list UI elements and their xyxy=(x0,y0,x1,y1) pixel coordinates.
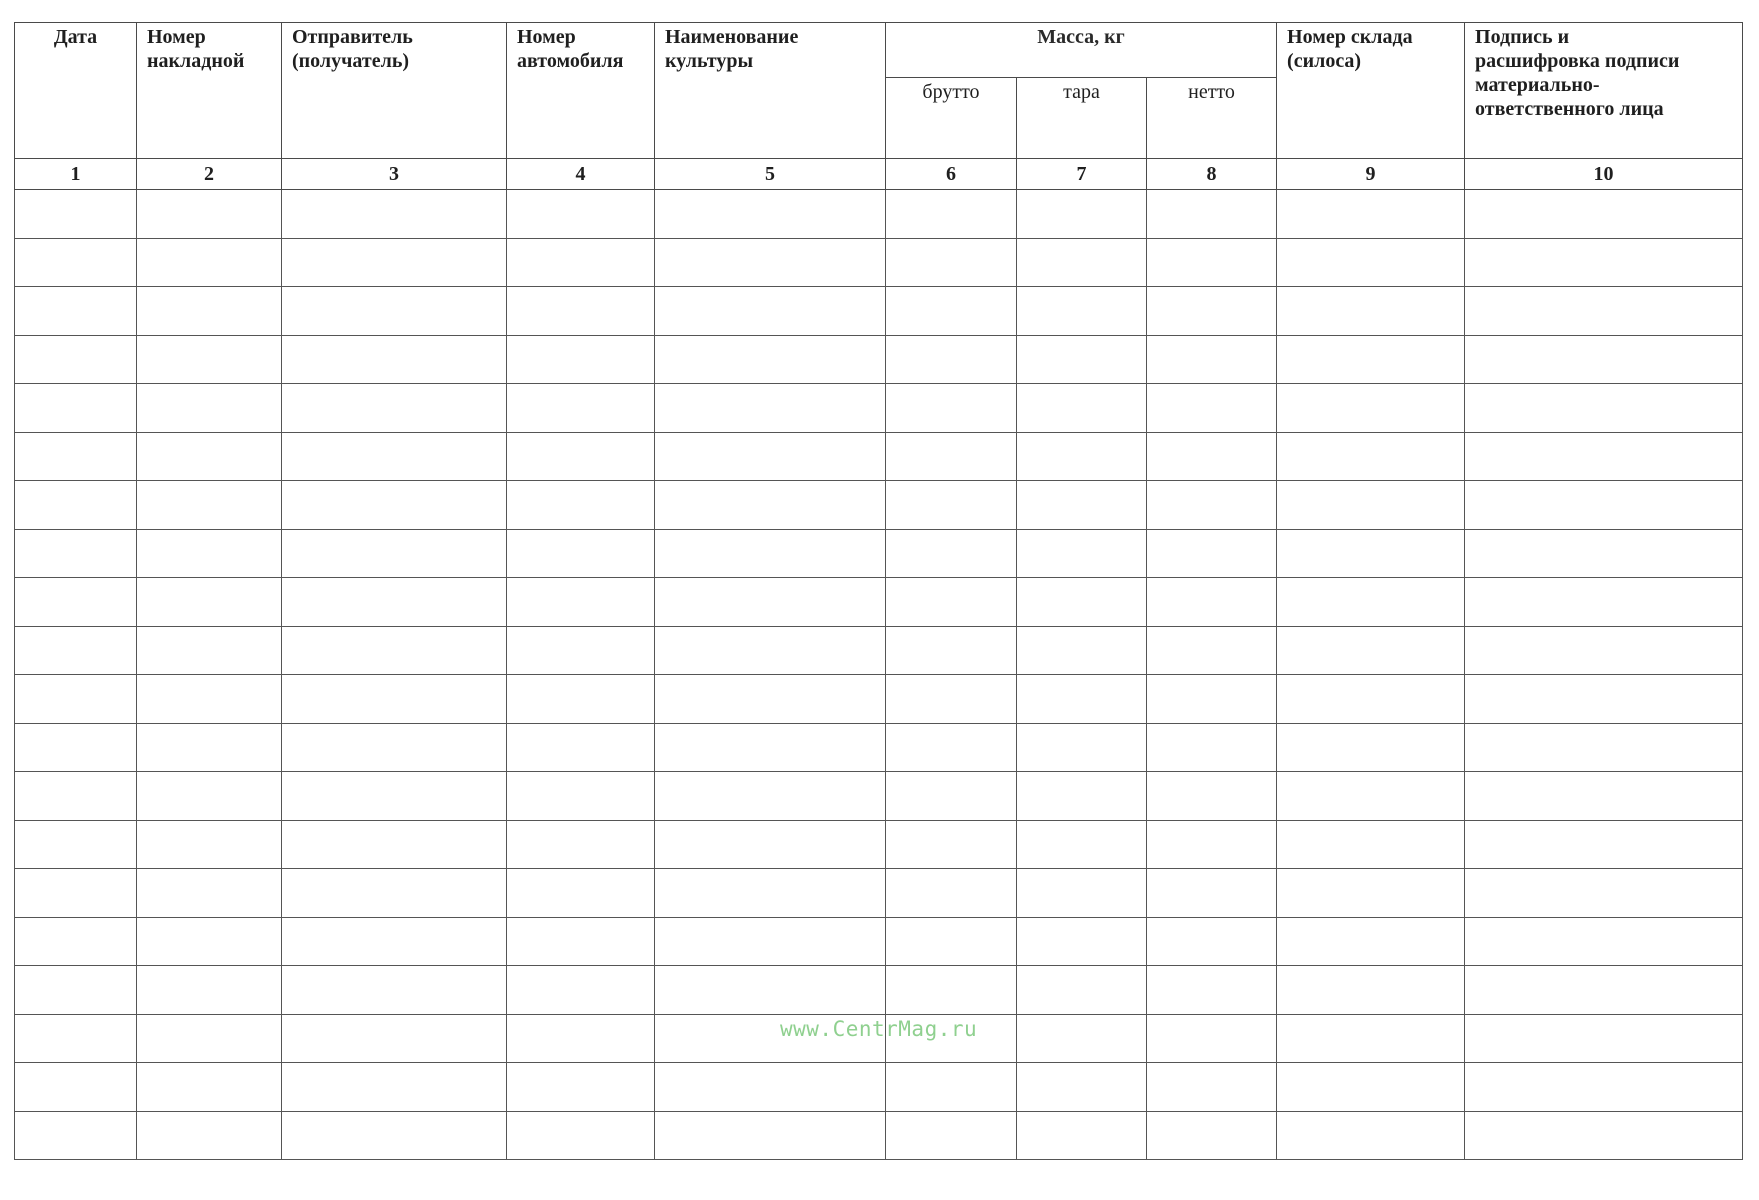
table-row xyxy=(15,626,1743,675)
table-cell xyxy=(137,529,282,578)
table-cell xyxy=(15,1063,137,1112)
header-crop-name-line1: Наименование xyxy=(665,26,799,48)
table-cell xyxy=(1147,1014,1277,1063)
table-cell xyxy=(1277,626,1465,675)
table-cell xyxy=(282,287,507,336)
table-cell xyxy=(282,1111,507,1160)
header-warehouse-number-line2: (силоса) xyxy=(1287,50,1362,72)
table-row xyxy=(15,335,1743,384)
table-body xyxy=(15,190,1743,1160)
table-cell xyxy=(15,626,137,675)
table-cell xyxy=(1277,238,1465,287)
table-cell xyxy=(15,190,137,239)
table-cell xyxy=(655,529,886,578)
table-cell xyxy=(507,772,655,821)
table-cell xyxy=(1147,287,1277,336)
table-cell xyxy=(1017,917,1147,966)
table-cell xyxy=(1465,238,1743,287)
table-row xyxy=(15,723,1743,772)
column-number-1: 1 xyxy=(15,159,137,190)
table-cell xyxy=(282,723,507,772)
table-cell xyxy=(137,1014,282,1063)
table-cell xyxy=(1147,432,1277,481)
table-cell xyxy=(655,287,886,336)
table-cell xyxy=(655,578,886,627)
table-cell xyxy=(137,917,282,966)
table-cell xyxy=(886,335,1017,384)
table-cell xyxy=(1147,869,1277,918)
table-cell xyxy=(1465,529,1743,578)
table-cell xyxy=(1277,481,1465,530)
table-cell xyxy=(1017,1111,1147,1160)
table-cell xyxy=(1277,869,1465,918)
header-sender-line2: (получатель) xyxy=(292,50,410,72)
table-cell xyxy=(1465,723,1743,772)
table-cell xyxy=(886,772,1017,821)
table-cell xyxy=(886,1063,1017,1112)
table-cell xyxy=(655,772,886,821)
header-mass-net-label: нетто xyxy=(1188,81,1235,103)
grain-movement-journal-table xyxy=(14,22,1743,1160)
table-cell xyxy=(1147,1111,1277,1160)
table-cell xyxy=(137,772,282,821)
table-cell xyxy=(655,723,886,772)
table-cell xyxy=(886,820,1017,869)
table-cell xyxy=(137,966,282,1015)
table-cell xyxy=(886,287,1017,336)
table-cell xyxy=(15,723,137,772)
header-crop-name-line2: культуры xyxy=(665,50,754,72)
table-cell xyxy=(507,335,655,384)
table-cell xyxy=(137,190,282,239)
table-cell xyxy=(1465,578,1743,627)
table-cell xyxy=(886,1111,1017,1160)
table-cell xyxy=(1147,1063,1277,1112)
table-cell xyxy=(886,917,1017,966)
table-cell xyxy=(655,335,886,384)
table-cell xyxy=(1147,190,1277,239)
table-row xyxy=(15,578,1743,627)
table-cell xyxy=(15,432,137,481)
column-numbers-row xyxy=(15,159,1743,190)
table-row xyxy=(15,287,1743,336)
table-cell xyxy=(1277,1063,1465,1112)
table-cell xyxy=(507,384,655,433)
table-row xyxy=(15,675,1743,724)
table-cell xyxy=(1017,723,1147,772)
table-cell xyxy=(1017,578,1147,627)
table-cell xyxy=(1277,190,1465,239)
table-cell xyxy=(1465,1063,1743,1112)
table-cell xyxy=(1147,772,1277,821)
header-signature-line4: ответственного лица xyxy=(1475,98,1664,120)
table-cell xyxy=(1017,335,1147,384)
table-cell xyxy=(1277,917,1465,966)
header-mass-group-label: Масса, кг xyxy=(1037,26,1125,48)
table-cell xyxy=(655,432,886,481)
table-cell xyxy=(137,384,282,433)
table-cell xyxy=(886,432,1017,481)
table-cell xyxy=(1147,966,1277,1015)
table-cell xyxy=(1017,384,1147,433)
table-cell xyxy=(137,481,282,530)
table-cell xyxy=(1017,190,1147,239)
table-cell xyxy=(1017,1014,1147,1063)
column-number-7: 7 xyxy=(1017,159,1147,190)
table-cell xyxy=(886,384,1017,433)
table-cell xyxy=(655,238,886,287)
table-cell xyxy=(507,432,655,481)
table-cell xyxy=(1017,287,1147,336)
header-mass-group xyxy=(886,23,1277,78)
header-warehouse-number xyxy=(1277,23,1465,159)
header-date-label: Дата xyxy=(53,26,98,48)
table-cell xyxy=(137,238,282,287)
table-cell xyxy=(15,1014,137,1063)
table-cell xyxy=(1465,335,1743,384)
table-cell xyxy=(1147,238,1277,287)
table-cell xyxy=(15,529,137,578)
table-cell xyxy=(1147,481,1277,530)
table-cell xyxy=(886,966,1017,1015)
header-mass-tare-label: тара xyxy=(1063,81,1100,103)
table-cell xyxy=(507,626,655,675)
table-cell xyxy=(655,820,886,869)
table-row xyxy=(15,238,1743,287)
table-cell xyxy=(282,432,507,481)
table-cell xyxy=(507,1111,655,1160)
table-cell xyxy=(886,869,1017,918)
table-cell xyxy=(1277,1111,1465,1160)
table-cell xyxy=(655,1111,886,1160)
table-cell xyxy=(15,335,137,384)
table-row xyxy=(15,820,1743,869)
table-cell xyxy=(1465,917,1743,966)
column-number-6: 6 xyxy=(886,159,1017,190)
table-cell xyxy=(1017,1063,1147,1112)
table-cell xyxy=(15,966,137,1015)
table-row xyxy=(15,190,1743,239)
table-cell xyxy=(507,287,655,336)
table-cell xyxy=(282,675,507,724)
header-invoice-number-line1: Номер xyxy=(147,26,206,48)
table-cell xyxy=(507,675,655,724)
table-cell xyxy=(282,529,507,578)
table-cell xyxy=(1277,335,1465,384)
table-cell xyxy=(1465,1014,1743,1063)
table-row xyxy=(15,869,1743,918)
table-cell xyxy=(282,481,507,530)
table-cell xyxy=(655,384,886,433)
table-row xyxy=(15,1063,1743,1112)
table-cell xyxy=(507,820,655,869)
table-cell xyxy=(507,578,655,627)
column-number-2: 2 xyxy=(137,159,282,190)
table-cell xyxy=(886,675,1017,724)
table-cell xyxy=(1017,966,1147,1015)
table-row xyxy=(15,772,1743,821)
header-vehicle-number-line2: автомобиля xyxy=(517,50,624,72)
table-cell xyxy=(655,869,886,918)
table-cell xyxy=(1147,578,1277,627)
table-cell xyxy=(15,675,137,724)
table-cell xyxy=(282,578,507,627)
table-cell xyxy=(15,1111,137,1160)
table-cell xyxy=(655,481,886,530)
table-cell xyxy=(1017,481,1147,530)
table-cell xyxy=(886,529,1017,578)
table-cell xyxy=(137,675,282,724)
table-cell xyxy=(282,1014,507,1063)
table-cell xyxy=(1017,675,1147,724)
table-cell xyxy=(655,1063,886,1112)
header-invoice-number xyxy=(137,23,282,159)
table-cell xyxy=(1277,772,1465,821)
column-number-5: 5 xyxy=(655,159,886,190)
header-sender-line1: Отправитель xyxy=(292,26,413,48)
table-cell xyxy=(137,1063,282,1112)
header-vehicle-number-line1: Номер xyxy=(517,26,576,48)
header-date xyxy=(15,23,137,159)
header-invoice-number-line2: накладной xyxy=(147,50,245,72)
table-cell xyxy=(15,578,137,627)
header-signature-line2: расшифровка подписи xyxy=(1475,50,1680,72)
table-cell xyxy=(507,966,655,1015)
column-number-4: 4 xyxy=(507,159,655,190)
table-cell xyxy=(886,723,1017,772)
table-cell xyxy=(282,238,507,287)
table-cell xyxy=(282,384,507,433)
table-cell xyxy=(1277,675,1465,724)
table-cell xyxy=(282,869,507,918)
table-cell xyxy=(137,626,282,675)
table-cell xyxy=(507,1063,655,1112)
header-mass-tare xyxy=(1017,78,1147,159)
table-cell xyxy=(1277,287,1465,336)
table-cell xyxy=(137,335,282,384)
header-crop-name xyxy=(655,23,886,159)
table-cell xyxy=(886,238,1017,287)
table-cell xyxy=(1465,1111,1743,1160)
table-cell xyxy=(1465,287,1743,336)
table-cell xyxy=(1465,432,1743,481)
column-number-10: 10 xyxy=(1465,159,1743,190)
table-cell xyxy=(282,190,507,239)
table-row xyxy=(15,481,1743,530)
table-cell xyxy=(507,1014,655,1063)
table-cell xyxy=(507,190,655,239)
table-cell xyxy=(655,917,886,966)
table-cell xyxy=(137,432,282,481)
table-cell xyxy=(1017,869,1147,918)
table-cell xyxy=(655,626,886,675)
table-cell xyxy=(282,820,507,869)
header-row xyxy=(15,23,1743,78)
table-cell xyxy=(1277,1014,1465,1063)
table-cell xyxy=(655,966,886,1015)
table-cell xyxy=(1147,384,1277,433)
table-cell xyxy=(1017,432,1147,481)
table-row xyxy=(15,917,1743,966)
table-cell xyxy=(1147,626,1277,675)
table-cell xyxy=(137,287,282,336)
table-cell xyxy=(1277,966,1465,1015)
header-signature-line3: материально- xyxy=(1475,74,1600,96)
table-cell xyxy=(137,820,282,869)
table-cell xyxy=(282,335,507,384)
table-cell xyxy=(507,238,655,287)
table-cell xyxy=(15,384,137,433)
table-row xyxy=(15,432,1743,481)
table-row xyxy=(15,1111,1743,1160)
table-cell xyxy=(15,869,137,918)
table-cell xyxy=(1465,384,1743,433)
table-cell xyxy=(15,820,137,869)
table-row xyxy=(15,529,1743,578)
table-cell xyxy=(1277,723,1465,772)
table-cell xyxy=(1465,675,1743,724)
table-cell xyxy=(507,723,655,772)
table-cell xyxy=(15,238,137,287)
table-cell xyxy=(15,917,137,966)
header-vehicle-number xyxy=(507,23,655,159)
table-cell xyxy=(1277,432,1465,481)
table-cell xyxy=(1465,190,1743,239)
table-cell xyxy=(1277,384,1465,433)
table-cell xyxy=(1465,966,1743,1015)
table-cell xyxy=(1465,481,1743,530)
table-cell xyxy=(1465,820,1743,869)
table-cell xyxy=(1465,772,1743,821)
table-cell xyxy=(655,190,886,239)
table-cell xyxy=(1277,529,1465,578)
table-cell xyxy=(1017,772,1147,821)
table-cell xyxy=(1147,335,1277,384)
table-cell xyxy=(282,1063,507,1112)
header-signature xyxy=(1465,23,1743,159)
table-cell xyxy=(15,287,137,336)
table-cell xyxy=(137,578,282,627)
table-cell xyxy=(1147,723,1277,772)
table-cell xyxy=(282,917,507,966)
table-cell xyxy=(1147,529,1277,578)
table-cell xyxy=(15,772,137,821)
table-cell xyxy=(886,578,1017,627)
table-cell xyxy=(282,772,507,821)
table-cell xyxy=(507,529,655,578)
table-cell xyxy=(655,675,886,724)
column-number-8: 8 xyxy=(1147,159,1277,190)
table-cell xyxy=(1147,820,1277,869)
table-cell xyxy=(507,481,655,530)
header-mass-gross-label: брутто xyxy=(922,81,980,103)
table-cell xyxy=(1017,820,1147,869)
table-cell xyxy=(1277,820,1465,869)
table-cell xyxy=(137,869,282,918)
watermark-text: www.CentrMag.ru xyxy=(780,1017,978,1041)
table-cell xyxy=(1017,626,1147,675)
table-row xyxy=(15,384,1743,433)
header-warehouse-number-line1: Номер склада xyxy=(1287,26,1413,48)
header-mass-net xyxy=(1147,78,1277,159)
table-cell xyxy=(282,626,507,675)
table-cell xyxy=(137,1111,282,1160)
column-number-9: 9 xyxy=(1277,159,1465,190)
table-cell xyxy=(886,190,1017,239)
table-cell xyxy=(1017,529,1147,578)
table-cell xyxy=(1147,675,1277,724)
table-cell xyxy=(1465,869,1743,918)
header-signature-line1: Подпись и xyxy=(1475,26,1570,48)
table-cell xyxy=(282,966,507,1015)
table-cell xyxy=(1277,578,1465,627)
table-cell xyxy=(15,481,137,530)
table-cell xyxy=(137,723,282,772)
column-number-3: 3 xyxy=(282,159,507,190)
table-cell xyxy=(507,869,655,918)
table-cell xyxy=(886,626,1017,675)
table-cell xyxy=(1017,238,1147,287)
table-row xyxy=(15,966,1743,1015)
header-sender xyxy=(282,23,507,159)
table-cell xyxy=(1147,917,1277,966)
header-mass-gross xyxy=(886,78,1017,159)
table-cell xyxy=(1465,626,1743,675)
table-cell xyxy=(886,481,1017,530)
table-cell xyxy=(507,917,655,966)
